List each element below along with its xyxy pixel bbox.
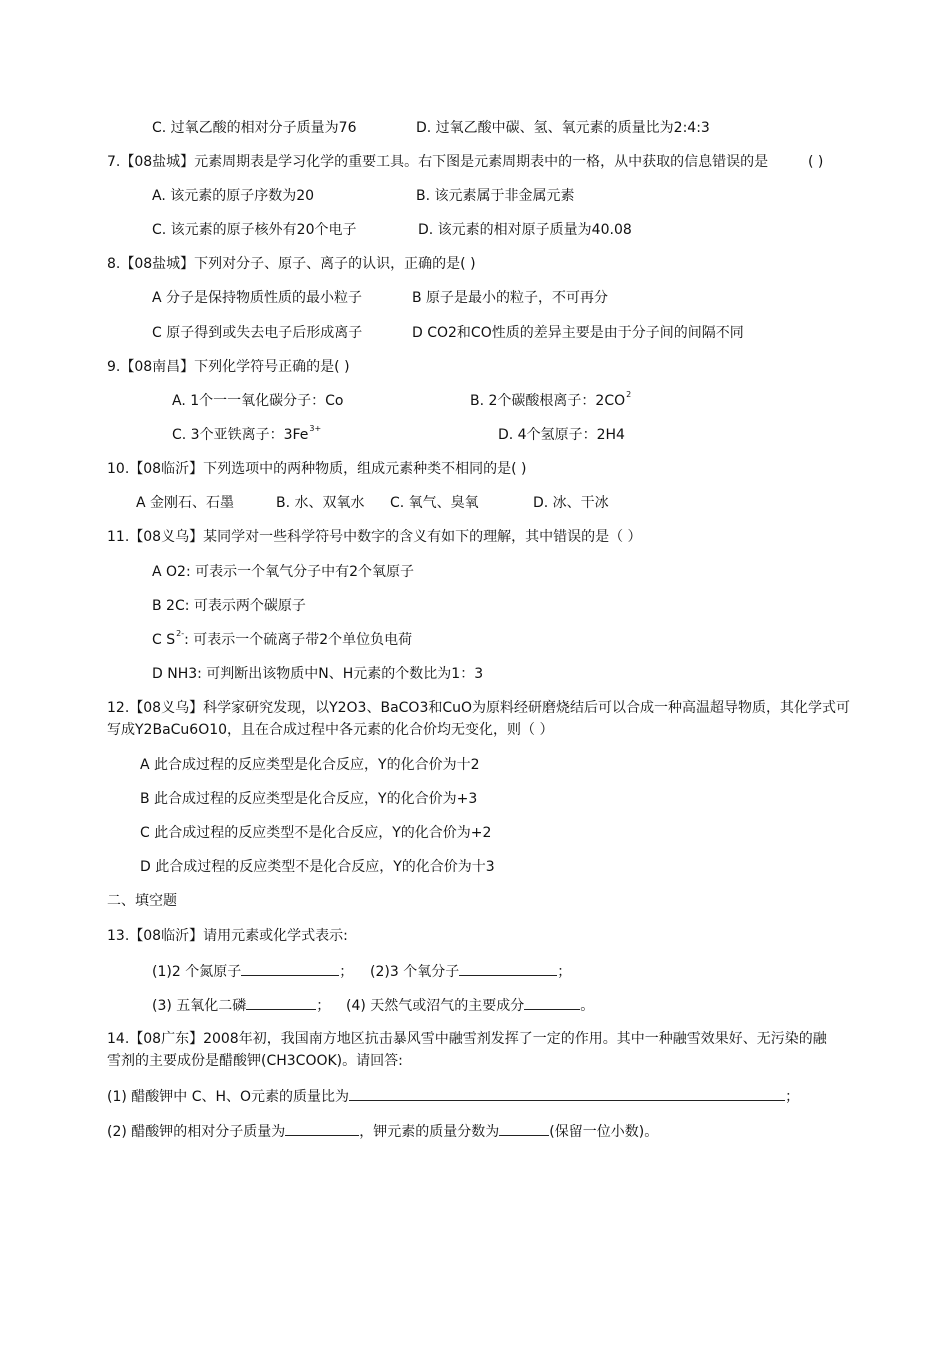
- q13-part2: [370, 960, 571, 980]
- q13-part4: [346, 994, 594, 1014]
- q10-stem: 10.【08临沂】下列选项中的两种物质，组成元素种类不相同的是( ): [107, 461, 527, 477]
- q8-option-c: C 原子得到或失去电子后形成离子: [152, 325, 363, 341]
- q13-part3-label: (3) 五氧化二磷: [152, 998, 247, 1014]
- q9-option-b-text: B. 2个碳酸根离子：2CO: [470, 393, 626, 409]
- q13-part3: [152, 994, 330, 1014]
- q14-part1-answer-blank[interactable]: [349, 1085, 785, 1101]
- q13-part4-answer-blank[interactable]: [524, 994, 580, 1010]
- q13-part3-answer-blank[interactable]: [246, 994, 316, 1010]
- q13-part3-end: ；: [316, 998, 331, 1014]
- q12-option-a: A 此合成过程的反应类型是化合反应，Y的化合价为十2: [140, 757, 480, 773]
- q11-option-c-sup: 2-: [176, 629, 185, 638]
- q13-part1-answer-blank[interactable]: [241, 960, 339, 976]
- q14-part2-label: (2) 醋酸钾的相对分子质量为: [107, 1124, 286, 1140]
- q8-option-d: D CO2和CO性质的差异主要是由于分子间的间隔不同: [412, 325, 744, 341]
- q10-option-c: C. 氧气、臭氧: [390, 495, 479, 511]
- q7-answer-paren: ( ): [808, 154, 824, 170]
- q7-option-c: C. 该元素的原子核外有20个电子: [152, 222, 357, 238]
- q8-option-a: A 分子是保持物质性质的最小粒子: [152, 290, 363, 306]
- q13-part2-label: (2)3 个氧分子: [370, 964, 460, 980]
- q10-option-d: D. 冰、干冰: [533, 495, 609, 511]
- q9-option-c: [172, 425, 321, 445]
- q12-option-d: D 此合成过程的反应类型不是化合反应，Y的化合价为十3: [140, 859, 495, 875]
- q14-part2-mass-fraction-blank[interactable]: [499, 1120, 549, 1136]
- q10-option-a: A 金刚石、石墨: [136, 495, 235, 511]
- q14-part1-end: ；: [785, 1089, 800, 1105]
- q11-option-a: A O2: 可表示一个氧气分子中有2个氧原子: [152, 564, 415, 580]
- q11-option-d: D NH3: 可判断出该物质中N、H元素的个数比为1：3: [152, 666, 484, 682]
- q8-stem: 8.【08盐城】下列对分子、原子、离子的认识，正确的是( ): [107, 256, 476, 272]
- q11-option-c-symbol: C S: [152, 632, 176, 648]
- q13-part4-end: 。: [580, 998, 595, 1014]
- q11-stem: 11.【08义乌】某同学对一些科学符号中数字的含义有如下的理解，其中错误的是（ ）: [107, 529, 642, 545]
- q12-option-b: B 此合成过程的反应类型是化合反应，Y的化合价为+3: [140, 791, 478, 807]
- q9-option-a: A. 1个一一氧化碳分子：Co: [172, 393, 344, 409]
- q9-option-c-text: C. 3个亚铁离子：3Fe: [172, 427, 309, 443]
- q14-part2-mid: ，钾元素的质量分数为: [359, 1124, 500, 1140]
- q7-option-a: A. 该元素的原子序数为20: [152, 188, 315, 204]
- q13-part2-answer-blank[interactable]: [459, 960, 557, 976]
- q6-option-d: D. 过氧乙酸中碳、氢、氧元素的质量比为2:4:3: [416, 120, 710, 136]
- q11-option-c: [152, 630, 412, 650]
- q14-part2-molar-mass-blank[interactable]: [285, 1120, 359, 1136]
- q9-option-c-sup: 3+: [309, 424, 322, 433]
- q8-option-b: B 原子是最小的粒子，不可再分: [412, 290, 609, 306]
- q12-stem-line2: 写成Y2BaCu6O10，且在合成过程中各元素的化合价均无变化，则（ ）: [107, 722, 554, 738]
- q14-part1-label: (1) 醋酸钾中 C、H、O元素的质量比为: [107, 1089, 350, 1105]
- q9-option-b-sup: 2: [626, 390, 632, 399]
- q14-part2-end: (保留一位小数)。: [549, 1124, 659, 1140]
- q11-option-b: B 2C: 可表示两个碳原子: [152, 598, 306, 614]
- q9-option-d: D. 4个氢原子：2H4: [498, 427, 625, 443]
- q7-option-b: B. 该元素属于非金属元素: [416, 188, 575, 204]
- q12-stem-line1: 12.【08义乌】科学家研究发现，以Y2O3、BaCO3和CuO为原料经研磨烧结后可以合成一种高温超导物质，其化学式可: [107, 700, 851, 716]
- q14-stem-line1: 14.【08广东】2008年初，我国南方地区抗击暴风雪中融雪剂发挥了一定的作用。其中一种融雪效果好、无污染的融: [107, 1031, 827, 1047]
- q13-stem: 13.【08临沂】请用元素或化学式表示:: [107, 928, 348, 944]
- q10-option-b: B. 水、双氧水: [276, 495, 365, 511]
- q6-option-c: C. 过氧乙酸的相对分子质量为76: [152, 120, 357, 136]
- q7-option-d: D. 该元素的相对原子质量为40.08: [418, 222, 632, 238]
- q7-stem: 7.【08盐城】元素周期表是学习化学的重要工具。右下图是元素周期表中的一格，从中获取的信息错误的是: [107, 154, 769, 170]
- q13-part1-label: (1)2 个氮原子: [152, 964, 242, 980]
- q13-part1-end: ；: [339, 964, 354, 980]
- q14-part2: [107, 1120, 658, 1140]
- q13-part1: [152, 960, 353, 980]
- q12-option-c: C 此合成过程的反应类型不是化合反应，Y的化合价为+2: [140, 825, 492, 841]
- q13-part2-end: ；: [557, 964, 572, 980]
- q11-option-c-text: : 可表示一个硫离子带2个单位负电荷: [184, 632, 413, 648]
- q9-option-b: [470, 391, 631, 411]
- section-title-fill-in: 二、填空题: [107, 893, 177, 909]
- q9-stem: 9.【08南昌】下列化学符号正确的是( ): [107, 359, 350, 375]
- q13-part4-label: (4) 天然气或沼气的主要成分: [346, 998, 525, 1014]
- q14-part1: [107, 1085, 799, 1105]
- q14-stem-line2: 雪剂的主要成份是醋酸钾(CH3COOK)。请回答:: [107, 1053, 403, 1069]
